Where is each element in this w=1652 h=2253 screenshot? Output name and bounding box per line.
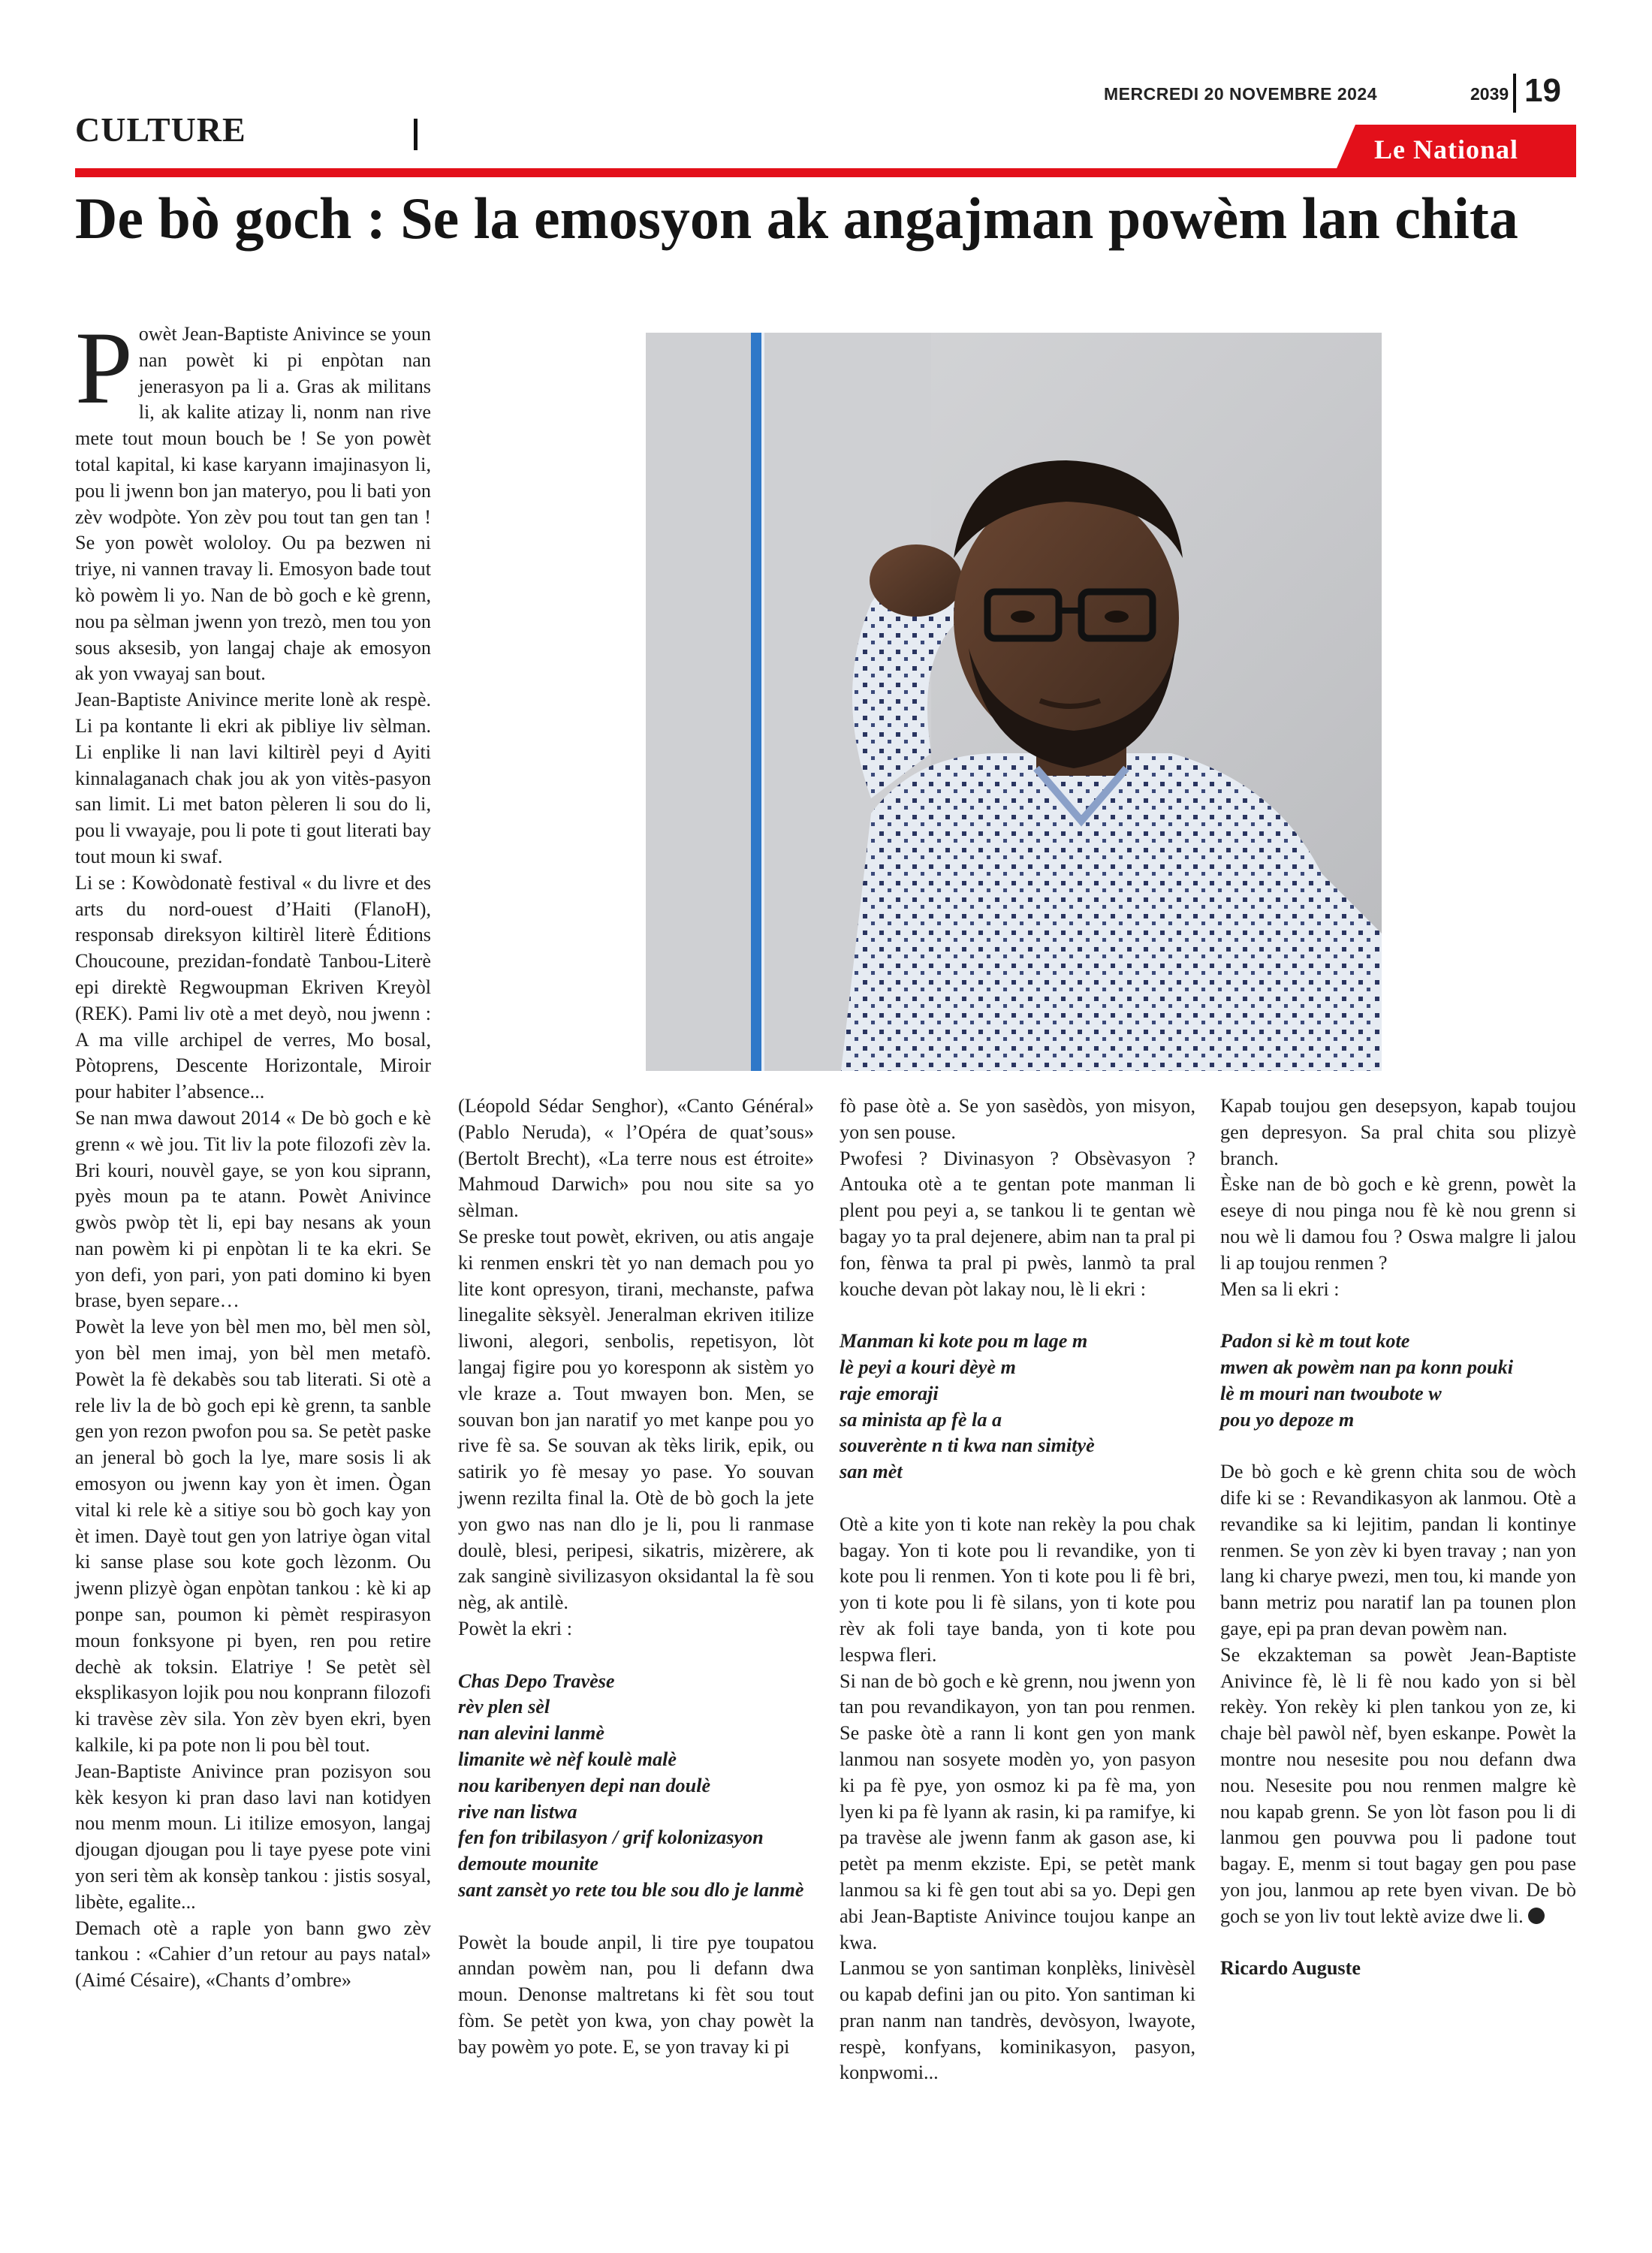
article-column-1 (75, 310, 431, 1994)
paragraph: Otè a kite yon ti kote nan rekèy la pou chak bagay. Yon ti kote pou li revandike, yon ti kote pou li renmen. Yon ti kote pou li fè bri, yon ti kote pou li fè silans, yon ti kote pou rèv ak foli taye banda, yon ti kote pou lespwa fleri. (840, 1513, 1195, 1666)
paragraph: Demach otè a raple yon bann gwo zèv tankou : «Cahier d’un retour au pays natal» (Aimé Césaire), «Chants d’ombre» (75, 1917, 431, 1992)
divider (1513, 74, 1516, 113)
paragraph: Èske nan de bò goch e kè grenn, powèt la eseye di nou pinga nou fè kè nou grenn si nou wè li damou fou ? Oswa malgre li jalou li ap toujou renmen ? (1220, 1173, 1576, 1274)
paragraph: De bò goch e kè grenn chita sou de wòch dife ki se : Revandikasyon ak lanmou. Otè a revandike sa ki lejitim, pandan li kontinye renmen. Se yon zèv ki byen travay ; nan yon lang ki charye pwezi, men tou, ki mande yon bann metriz pou naratif lan pa tounen plon gaye, epi pa pran devan powèm nan. (1220, 1461, 1576, 1639)
poem-line: raje emoraji (840, 1382, 939, 1404)
poem-excerpt (458, 1669, 814, 1904)
poem-line: Manman ki kote pou m lage m (840, 1330, 1088, 1353)
drop-cap: P (75, 310, 133, 425)
paragraph: Kapab toujou gen desepsyon, kapab toujou gen depresyon. Sa pral chita sou plizyè branch. (1220, 1095, 1576, 1169)
divider (414, 119, 418, 150)
newspaper-name: Le National (1374, 134, 1519, 164)
paragraph: Jean-Baptiste Anivince pran pozisyon sou kèk kesyon ki pran daso lavi nan kotidyen nou menm moun. Li itilize emosyon, langaj djougan djougan pou li taye pyese pote vini yon seri tèm ak konsèp tankou : jistis sosyal, libète, egalite... (75, 1760, 431, 1913)
poem-line: mwen ak powèm nan pa konn pouki (1220, 1356, 1513, 1378)
portrait-of-poet (646, 333, 1382, 1071)
poem-excerpt (840, 1329, 1195, 1485)
poem-line: rive nan listwa (458, 1800, 577, 1823)
article-column-4 (1220, 1093, 1576, 1982)
poem-line: lè m mouri nan twoubote w (1220, 1382, 1442, 1404)
poem-excerpt (1220, 1329, 1576, 1433)
article-column-3 (840, 1093, 1195, 2086)
paragraph: Se preske tout powèt, ekriven, ou atis angaje ki renmen enskri tèt yo nan demach pou yo lite kont opresyon, tirani, mechanste, pafwa linegalite sèksyèl. Jeneralman ekriven itilize liwoni, alegori, senbolis, repetisyon, lòt langaj figire pou yo koresponn ak sistèm yo vle kraze a. Tout mwayen bon. Men, se souvan bon jan naratif yo met kanpe pou yo rive fè sa. Se souvan ak tèks lirik, epik, ou satirik yo fè mesay yo pase. Yo souvan jwenn rezilta final la. Otè de bò goch la jete yon gwo nas nan dlo je li, pou li ranmase doulè, blesi, peripesi, sikatris, mizèrere, ak zak sanginè sivilizasyon oksidantal la fè sou nèg, ak antilè. (458, 1225, 814, 1614)
paragraph: Pwofesi ? Divinasyon ? Obsèvasyon ? Antouka otè a te gentan pote manman li plent pou peyi a, se tankou li te gentan wè bagay yo ta pral dejenere, abim nan ta pral pi fon, fènwa ta pral pi pwès, lanmò ta pral kouche devan pòt lakay nou, lè li ekri : (840, 1147, 1195, 1300)
paragraph: Men sa li ekri : (1220, 1277, 1340, 1300)
paragraph: Jean-Baptiste Anivince merite lonè ak respè. Li pa kontante li ekri ak pibliye liv sèlman. Li enplike li nan lavi kiltirèl peyi d Ayiti kinnalaganach chak jou ak yon vitès-pasyon san limit. Li met baton pèleren li sou do li, pou li vwayaje, pou li pote ti gout literati bay tout moun ki swaf. (75, 689, 431, 867)
poem-line: sa minista ap fè la a (840, 1408, 1002, 1431)
poem-line: sant zansèt yo rete tou ble sou dlo je lanmè (458, 1878, 804, 1901)
paragraph: Li se : Kowòdonatè festival « du livre et des arts du nord-ouest d’Haiti (FlanoH), responsab direksyon kiltirèl literè Éditions Choucoune, prezidan-fondatè Tanbou-Literè epi direktè Regwoupman Ekriven Kreyòl (REK). Pami liv otè a met deyò, nou jwenn : A ma ville archipel de verres, Mo bosal, Pòtoprens, Descente Horizontale, Miroir pour habiter l’absence... (75, 871, 431, 1103)
paragraph: Powèt la leve yon bèl men mo, bèl men sòl, yon bèl men imaj, yon bèl men metafò. Powèt la fè dekabès sou tab literati. Si otè a rele liv la de bò goch epi kè grenn, ta sanble gen yon rezon pwofon pou sa. Se petèt paske an jeneral bò goch la lye, mare sosis li ak emosyon ou jwenn kay yon èt imen. Ògan vital ki rele kè a sitiye sou bò goch kay yon èt imen. Dayè tout gen yon latriye ògan vital ki sanse plase sou kote goch lèzonm. Ou jwenn plizyè ògan enpòtan tankou : kè ki ap ponpe san, poumon ki pèmèt respirasyon moun fonksyone pi byen, ren pou retire dechè ak toksin. Elatriye ! Se petèt sèl eksplikasyon lojik pou nou konprann filozofi ki travèse zèv sila. Yon zèv byen ekri, byen kalkile, ki pa pote non li pou bèl tout. (75, 1316, 431, 1757)
opening-paragraph: Powèt Jean-Baptiste Anivince se youn nan powèt ki pi enpòtan nan jenerasyon pa li a. Gras ak militans li, ak kalite atizay li, nonm nan rive mete tout moun bouch be ! Se yon powèt total kapital, ki kase karyann imajinasyon li, pou li jwenn bon jan materyo, pou li bati yon zèv wodpòte. Yon zèv pou tout tan gen tan ! Se yon powèt wololoy. Ou pa bezwen ni triye, ni vannen travay li. Emosyon bade tout kò powèm li yo. Nan de bò goch e kè grenn, nou pa sèlman jwenn yon trezò, men tou yon sous aksesib, yon langaj chaje ak emosyon ak yon vwayaj san bout. (75, 310, 431, 685)
issue-date: MERCREDI 20 NOVEMBRE 2024 (1104, 84, 1377, 104)
article-photo (646, 333, 1382, 1071)
end-of-article-icon (1528, 1908, 1545, 1924)
poem-line: demoute mounite (458, 1853, 598, 1875)
article-headline: De bò goch : Se la emosyon ak angajman powèm lan chita (75, 185, 1518, 251)
paragraph: Powèt la boude anpil, li tire pye toupatou anndan powèm nan, pou li defann dwa moun. Denonse maltretans ki fèt sou tout fòm. Se petèt yon kwa, yon chay powèt la bay powèm yo pote. E, se yon travay ki pi (458, 1931, 814, 2058)
poem-line: souverènte n ti kwa nan simityè (840, 1434, 1095, 1457)
poem-line: nou karibenyen depi nan doulè (458, 1774, 711, 1796)
section-label: CULTURE (75, 110, 246, 149)
author-byline: Ricardo Auguste (1220, 1957, 1361, 1980)
paragraph: fò pase òtè a. Se yon sasèdòs, yon misyon, yon sen pouse. (840, 1095, 1195, 1143)
closing-paragraph: Se ekzakteman sa powèt Jean-Baptiste Anivince fè, lè li fè nou kado yon si bèl rekèy. Yon rekèy ki plen tankou yon ze, ki chaje bèl pawòl nèf, byen eskanpe. Powèt la montre nou nesesite pou nou defann dwa nou. Nesesite pou nou renmen malgre kè nou kapab grenn. Se yon lòt fason pou li di lanmou gen pouvwa pou li padone tout bagay. E, menm si tout bagay gen pou pase yon jou, lanmou ap rete byen vivan. De bò goch se yon liv tout lektè avize dwe li. (1220, 1643, 1576, 1927)
issue-number: 2039 (1470, 84, 1509, 104)
paragraph: Powèt la ekri : (458, 1617, 572, 1639)
poem-line: lè peyi a kouri dèyè m (840, 1356, 1016, 1378)
paragraph: Se nan mwa dawout 2014 « De bò goch e kè grenn « wè jou. Tit liv la pote filozofi zèv la. Bri kouri, nouvèl gaye, se yon kou siprann, pyès moun pa te atann. Powèt Anivince gwòs pwòp tèt li, epi bay nesans ak youn nan powèm ki pi enpòtan li te ka ekri. Se yon defi, yon pari, yon pati domino ki byen brase, byen separe… (75, 1106, 431, 1312)
poem-line: rèv plen sèl (458, 1696, 550, 1718)
poem-line: pou yo depoze m (1220, 1408, 1355, 1431)
article-column-2 (458, 1093, 814, 2060)
paragraph: Lanmou se yon santiman konplèks, linivèsèl ou kapab defini jan ou pito. Yon santiman ki pran nanm nan tandrès, devòsyon, lwayote, respè, konfyans, kominikasyon, pasyon, konpwomi... (840, 1957, 1195, 2084)
page-number: 19 (1524, 72, 1561, 109)
poem-line: Padon si kè m tout kote (1220, 1330, 1410, 1353)
poem-line: nan alevini lanmè (458, 1722, 604, 1745)
poem-line: limanite wè nèf koulè malè (458, 1748, 677, 1770)
paragraph: Si nan de bò goch e kè grenn, nou jwenn yon tan pou revandikayon, yon tan pou renmen. Se paske òtè a rann li kont gen yon mank lanmou nan sosyete modèn yo, yon pasyon ki pa fè pye, yon osmoz ki pa fè ma, yon lyen ki pa fè lyann ak rasin, ki pa ramifye, ki pa travèse ale jwenn fanm ak gason ase, ki petèt pa menm ekziste. Epi, se petèt mank lanmou sa ki fè gen tout abi sa yo. Depi gen abi Jean-Baptiste Anivince toujou kanpe an kwa. (840, 1669, 1195, 1953)
poem-line: san mèt (840, 1461, 903, 1483)
paragraph: (Léopold Sédar Senghor), «Canto Général» (Pablo Neruda), « l’Opéra de quat’sous» (Bertolt Brecht), «La terre nous est étroite» Mahmoud Darwich» pou nou site sa yo sèlman. (458, 1095, 814, 1222)
poem-line: Chas Depo Travèse (458, 1669, 615, 1692)
poem-line: fen fon tribilasyon / grif kolonizasyon (458, 1826, 764, 1849)
